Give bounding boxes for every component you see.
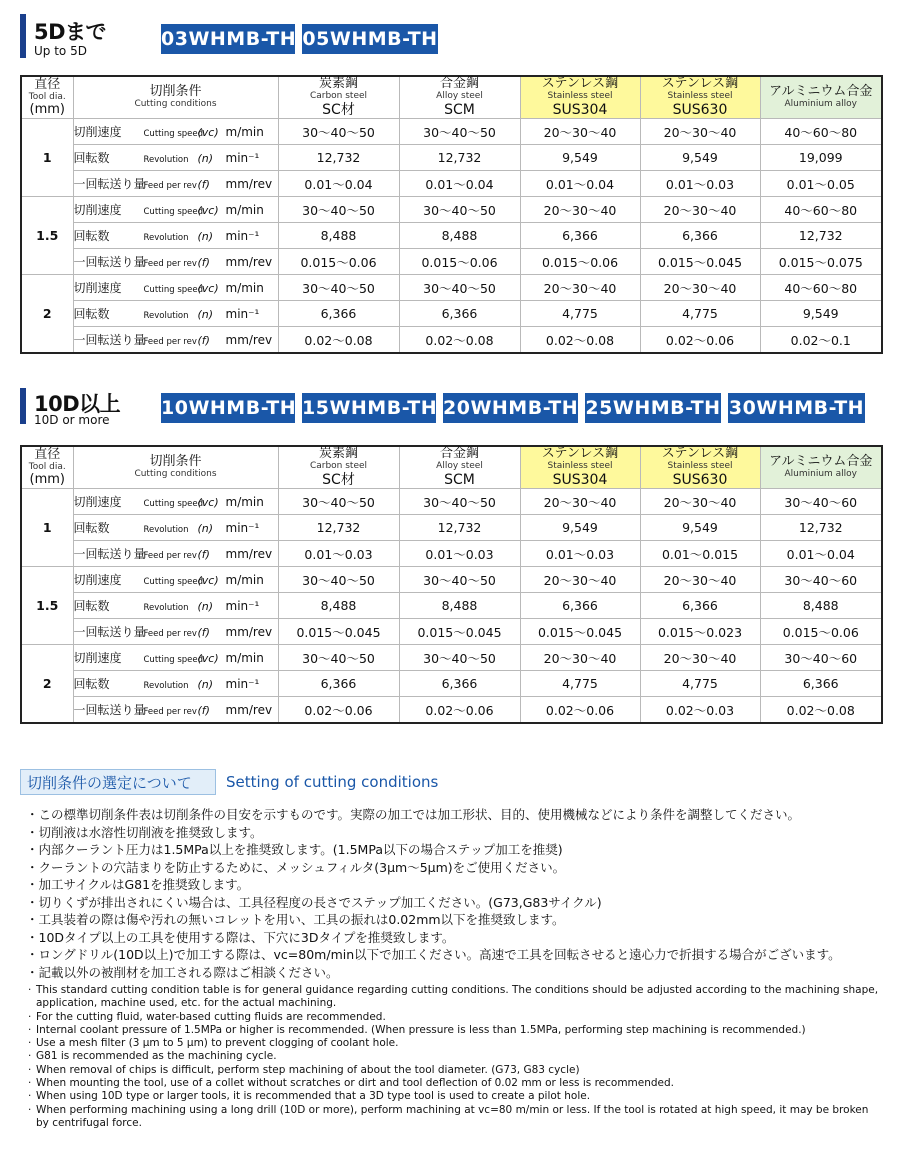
value-cell: 30～40～60 <box>760 567 882 593</box>
table-row <box>21 645 882 671</box>
notes-jp-list <box>26 806 886 981</box>
value-cell: 0.02～0.08 <box>760 697 882 724</box>
value-cell: 20～30～40 <box>640 567 760 593</box>
table-row <box>21 145 882 171</box>
parameter-en: Feed per rev <box>143 707 197 717</box>
parameter-en: Revolution <box>143 233 189 243</box>
value-cell: 0.02～0.08 <box>399 327 520 354</box>
parameter-cell <box>73 275 278 301</box>
parameter-en: Feed per rev <box>143 181 197 191</box>
material-en: Stainless steel <box>547 91 613 101</box>
value-cell: 12,732 <box>760 223 882 249</box>
value-cell: 6,366 <box>760 671 882 697</box>
dia-header-jp: 直径 <box>34 447 61 462</box>
parameter-cell <box>73 171 278 197</box>
parameter-jp: 一回転送り量 <box>73 333 146 347</box>
parameter-sym: (vc) <box>197 574 219 587</box>
value-cell: 30～40～50 <box>278 275 399 301</box>
material-en: Stainless steel <box>547 461 613 471</box>
value-cell: 0.02～0.06 <box>520 697 640 724</box>
value-cell: 30～40～60 <box>760 489 882 515</box>
value-cell: 9,549 <box>640 145 760 171</box>
value-cell: 20～30～40 <box>520 567 640 593</box>
table-row <box>21 619 882 645</box>
table-row <box>21 327 882 354</box>
parameter-unit: min⁻¹ <box>225 677 260 691</box>
value-cell: 19,099 <box>760 145 882 171</box>
parameter-jp: 回転数 <box>73 229 110 243</box>
parameter-cell <box>73 645 278 671</box>
parameter-cell <box>73 515 278 541</box>
value-cell: 9,549 <box>760 301 882 327</box>
note-jp-item: ・クーラントの穴詰まりを防止するために、メッシュフィルタ(3μm～5μm)をご使用ください。 <box>26 859 566 875</box>
parameter-en: Revolution <box>143 155 189 165</box>
value-cell: 0.01～0.04 <box>520 171 640 197</box>
parameter-sym: (f) <box>197 704 210 717</box>
parameter-jp: 一回転送り量 <box>73 255 146 269</box>
cond-header-en: Cutting conditions <box>134 469 217 479</box>
value-cell: 6,366 <box>399 301 520 327</box>
dia-header-unit: (mm) <box>29 102 65 117</box>
notes-title-jp: 切削条件の選定について <box>20 769 216 795</box>
material-code: SC材 <box>322 472 355 488</box>
value-cell: 4,775 <box>520 671 640 697</box>
parameter-sym: (vc) <box>197 126 219 139</box>
parameter-jp: 回転数 <box>73 151 110 165</box>
table-row <box>21 197 882 223</box>
parameter-unit: m/min <box>225 281 264 295</box>
parameter-en: Cutting speed <box>143 655 204 665</box>
parameter-cell <box>73 223 278 249</box>
note-en-item: · When using 10D type or larger tools, it is recommended that a 3D type tool is used to create a pilot hole. <box>30 1090 880 1103</box>
table-row <box>21 567 882 593</box>
parameter-sym: (n) <box>197 600 214 613</box>
section-bar <box>20 14 26 58</box>
parameter-en: Cutting speed <box>143 129 204 139</box>
parameter-unit: m/min <box>225 203 264 217</box>
model-chip: 15WHMB-TH <box>302 393 436 423</box>
parameter-unit: mm/rev <box>225 333 273 347</box>
value-cell: 0.02～0.06 <box>399 697 520 724</box>
parameter-sym: (vc) <box>197 652 219 665</box>
parameter-unit: min⁻¹ <box>225 229 260 243</box>
parameter-unit: mm/rev <box>225 255 273 269</box>
parameter-cell <box>73 197 278 223</box>
section-title: 5Dまで <box>34 20 107 44</box>
value-cell: 0.01～0.03 <box>399 541 520 567</box>
cutting-conditions-table-10d <box>20 445 883 724</box>
value-cell: 0.01～0.05 <box>760 171 882 197</box>
parameter-sym: (vc) <box>197 496 219 509</box>
value-cell: 20～30～40 <box>520 119 640 145</box>
table-row <box>21 489 882 515</box>
note-en-item: · Use a mesh filter (3 μm to 5 μm) to prevent clogging of coolant hole. <box>30 1037 880 1050</box>
material-code: SUS304 <box>552 472 608 488</box>
table-header-row <box>21 76 882 119</box>
value-cell: 30～40～50 <box>399 275 520 301</box>
value-cell: 30～40～60 <box>760 645 882 671</box>
cond-header <box>73 76 278 119</box>
value-cell: 6,366 <box>520 223 640 249</box>
material-code: SUS630 <box>672 472 728 488</box>
value-cell: 0.015～0.045 <box>399 619 520 645</box>
tool-diameter-cell: 1 <box>21 489 73 567</box>
parameter-unit: mm/rev <box>225 547 273 561</box>
parameter-unit: min⁻¹ <box>225 599 260 613</box>
parameter-en: Feed per rev <box>143 551 197 561</box>
value-cell: 8,488 <box>278 593 399 619</box>
dia-header-jp: 直径 <box>34 77 61 92</box>
parameter-unit: min⁻¹ <box>225 307 260 321</box>
material-code: SUS630 <box>672 102 728 118</box>
parameter-cell <box>73 541 278 567</box>
parameter-en: Feed per rev <box>143 629 197 639</box>
value-cell: 12,732 <box>760 515 882 541</box>
material-jp: 炭素鋼 <box>318 446 358 461</box>
parameter-en: Revolution <box>143 525 189 535</box>
section-5d-header <box>20 14 880 64</box>
parameter-unit: m/min <box>225 573 264 587</box>
material-header-sus304 <box>520 446 640 489</box>
material-jp: 合金鋼 <box>439 446 479 461</box>
value-cell: 0.01～0.03 <box>640 171 760 197</box>
material-header-alloy <box>399 446 520 489</box>
parameter-sym: (n) <box>197 230 214 243</box>
value-cell: 0.01～0.03 <box>520 541 640 567</box>
value-cell: 0.02～0.08 <box>278 327 399 354</box>
table-row <box>21 697 882 724</box>
material-header-aluminium <box>760 446 882 489</box>
model-chip: 03WHMB-TH <box>161 24 295 54</box>
notes-en-list <box>30 984 880 1130</box>
dia-header-en: Tool dia. <box>28 462 66 472</box>
material-header-sus630 <box>640 446 760 489</box>
tool-diameter-cell: 2 <box>21 645 73 724</box>
note-jp-item: ・加工サイクルはG81を推奨致します。 <box>26 877 250 892</box>
table-row <box>21 249 882 275</box>
value-cell: 6,366 <box>278 671 399 697</box>
parameter-sym: (f) <box>197 626 210 639</box>
parameter-en: Cutting speed <box>143 577 204 587</box>
model-chip: 25WHMB-TH <box>585 393 721 423</box>
value-cell: 0.015～0.075 <box>760 249 882 275</box>
value-cell: 20～30～40 <box>520 645 640 671</box>
value-cell: 20～30～40 <box>520 197 640 223</box>
material-header-sus630 <box>640 76 760 119</box>
model-chip: 30WHMB-TH <box>728 393 865 423</box>
value-cell: 6,366 <box>640 593 760 619</box>
value-cell: 40～60～80 <box>760 197 882 223</box>
table-header-row <box>21 446 882 489</box>
table-body <box>21 489 882 724</box>
parameter-jp: 回転数 <box>73 677 110 691</box>
value-cell: 12,732 <box>399 145 520 171</box>
parameter-sym: (n) <box>197 522 214 535</box>
note-en-item: · When removal of chips is difficult, perform step machining of about the tool diameter. (G73, G83 cycle) <box>30 1064 880 1077</box>
value-cell: 0.02～0.03 <box>640 697 760 724</box>
parameter-jp: 回転数 <box>73 599 110 613</box>
value-cell: 9,549 <box>640 515 760 541</box>
value-cell: 4,775 <box>640 671 760 697</box>
value-cell: 30～40～50 <box>278 489 399 515</box>
parameter-en: Revolution <box>143 681 189 691</box>
parameter-jp: 切削速度 <box>73 281 122 295</box>
parameter-sym: (f) <box>197 178 210 191</box>
model-chip: 20WHMB-TH <box>443 393 578 423</box>
table-row <box>21 171 882 197</box>
parameter-sym: (vc) <box>197 204 219 217</box>
material-code: SUS304 <box>552 102 608 118</box>
parameter-en: Cutting speed <box>143 285 204 295</box>
parameter-cell <box>73 327 278 354</box>
note-jp-item: ・記載以外の被削材を加工される際はご相談ください。 <box>26 964 339 980</box>
parameter-jp: 一回転送り量 <box>73 703 146 717</box>
parameter-unit: mm/rev <box>225 177 273 191</box>
value-cell: 20～30～40 <box>520 275 640 301</box>
value-cell: 0.01～0.03 <box>278 541 399 567</box>
material-en: Carbon steel <box>309 91 368 101</box>
value-cell: 20～30～40 <box>640 119 760 145</box>
section-subtitle: Up to 5D <box>34 44 87 58</box>
parameter-cell <box>73 489 278 515</box>
value-cell: 0.015～0.023 <box>640 619 760 645</box>
note-jp-item: ・ロングドリル(10D以上)で加工する際は、vc=80m/min以下で加工ください。高速で工具を回転させると遠心力で折損する場合がございます。 <box>26 947 841 962</box>
value-cell: 40～60～80 <box>760 119 882 145</box>
parameter-unit: m/min <box>225 495 264 509</box>
value-cell: 30～40～50 <box>278 197 399 223</box>
material-jp: 炭素鋼 <box>318 76 358 91</box>
model-chip: 10WHMB-TH <box>161 393 295 423</box>
parameter-jp: 切削速度 <box>73 651 122 665</box>
cond-header-en: Cutting conditions <box>134 99 217 109</box>
parameter-sym: (n) <box>197 152 214 165</box>
table-row <box>21 275 882 301</box>
value-cell: 6,366 <box>520 593 640 619</box>
tool-diameter-cell: 1.5 <box>21 567 73 645</box>
material-header-carbon <box>278 76 399 119</box>
note-en-item: · This standard cutting condition table is for general guidance regarding cutting conditions. The conditions should be adjusted according to the machining shape, application, machine used, etc. for the actual machining. <box>30 984 880 1011</box>
value-cell: 12,732 <box>399 515 520 541</box>
value-cell: 0.015～0.045 <box>640 249 760 275</box>
parameter-unit: min⁻¹ <box>225 521 260 535</box>
value-cell: 30～40～50 <box>399 119 520 145</box>
value-cell: 20～30～40 <box>640 645 760 671</box>
cond-header-jp: 切削条件 <box>149 84 202 99</box>
cond-header <box>73 446 278 489</box>
value-cell: 9,549 <box>520 145 640 171</box>
value-cell: 8,488 <box>760 593 882 619</box>
material-jp: アルミニウム合金 <box>769 84 873 99</box>
value-cell: 0.01～0.04 <box>399 171 520 197</box>
section-subtitle: 10D or more <box>34 413 110 427</box>
value-cell: 0.015～0.06 <box>278 249 399 275</box>
material-en: Alloy steel <box>436 91 483 101</box>
value-cell: 12,732 <box>278 515 399 541</box>
value-cell: 0.01～0.015 <box>640 541 760 567</box>
note-en-item: · For the cutting fluid, water-based cutting fluids are recommended. <box>30 1011 880 1024</box>
cutting-conditions-table-5d <box>20 75 883 354</box>
value-cell: 9,549 <box>520 515 640 541</box>
value-cell: 4,775 <box>520 301 640 327</box>
parameter-cell <box>73 671 278 697</box>
material-en: Alloy steel <box>436 461 483 471</box>
value-cell: 30～40～50 <box>278 567 399 593</box>
value-cell: 0.02～0.06 <box>278 697 399 724</box>
note-jp-item: ・工具装着の際は傷や汚れの無いコレットを用い、工具の振れは0.02mm以下を推奨致します。 <box>26 912 565 927</box>
value-cell: 30～40～50 <box>399 197 520 223</box>
parameter-unit: m/min <box>225 125 264 139</box>
parameter-jp: 切削速度 <box>73 203 122 217</box>
material-en: Stainless steel <box>667 91 733 101</box>
value-cell: 12,732 <box>278 145 399 171</box>
parameter-en: Revolution <box>143 311 189 321</box>
parameter-cell <box>73 145 278 171</box>
parameter-en: Revolution <box>143 603 189 613</box>
parameter-sym: (f) <box>197 334 210 347</box>
note-en-item: · When performing machining using a long drill (10D or more), perform machining at vc=80 m/min or less. If the tool is rotated at high speed, it may be broken by centrifugal force. <box>30 1104 880 1131</box>
parameter-unit: mm/rev <box>225 625 273 639</box>
parameter-en: Feed per rev <box>143 259 197 269</box>
parameter-sym: (f) <box>197 548 210 561</box>
parameter-en: Cutting speed <box>143 499 204 509</box>
note-jp-item: ・内部クーラント圧力は1.5MPa以上を推奨致します。(1.5MPa以下の場合ステップ加工を推奨) <box>26 842 563 857</box>
material-header-sus304 <box>520 76 640 119</box>
model-chip: 05WHMB-TH <box>302 24 438 54</box>
material-header-alloy <box>399 76 520 119</box>
parameter-unit: min⁻¹ <box>225 151 260 165</box>
value-cell: 30～40～50 <box>399 645 520 671</box>
note-jp-item: ・切りくずが排出されにくい場合は、工具径程度の長さでステップ加工ください。(G73,G83サイクル) <box>26 894 602 910</box>
tool-diameter-cell: 2 <box>21 275 73 354</box>
value-cell: 6,366 <box>399 671 520 697</box>
material-header-aluminium <box>760 76 882 119</box>
material-jp: 合金鋼 <box>439 76 479 91</box>
notes-title-en: Setting of cutting conditions <box>226 773 439 791</box>
parameter-jp: 切削速度 <box>73 495 122 509</box>
value-cell: 0.02～0.08 <box>520 327 640 354</box>
table-row <box>21 223 882 249</box>
value-cell: 0.015～0.045 <box>520 619 640 645</box>
table-row <box>21 301 882 327</box>
parameter-jp: 一回転送り量 <box>73 547 146 561</box>
parameter-jp: 一回転送り量 <box>73 625 146 639</box>
value-cell: 0.015～0.06 <box>520 249 640 275</box>
material-code: SC材 <box>322 102 355 118</box>
parameter-sym: (vc) <box>197 282 219 295</box>
parameter-cell <box>73 619 278 645</box>
table-row <box>21 671 882 697</box>
value-cell: 6,366 <box>278 301 399 327</box>
material-jp: ステンレス鋼 <box>541 76 619 91</box>
parameter-sym: (f) <box>197 256 210 269</box>
value-cell: 30～40～50 <box>278 119 399 145</box>
value-cell: 30～40～50 <box>278 645 399 671</box>
value-cell: 4,775 <box>640 301 760 327</box>
table-row <box>21 541 882 567</box>
tool-diameter-cell: 1 <box>21 119 73 197</box>
material-en: Carbon steel <box>309 461 368 471</box>
parameter-unit: mm/rev <box>225 703 273 717</box>
dia-header-en: Tool dia. <box>28 92 66 102</box>
parameter-en: Feed per rev <box>143 337 197 347</box>
value-cell: 8,488 <box>399 593 520 619</box>
dia-header-unit: (mm) <box>29 472 65 487</box>
dia-header <box>21 76 73 119</box>
parameter-jp: 回転数 <box>73 521 110 535</box>
table-row <box>21 119 882 145</box>
value-cell: 0.02～0.06 <box>640 327 760 354</box>
value-cell: 20～30～40 <box>640 197 760 223</box>
material-jp: ステンレス鋼 <box>661 446 739 461</box>
parameter-cell <box>73 593 278 619</box>
parameter-cell <box>73 249 278 275</box>
table-row <box>21 593 882 619</box>
note-jp-item: ・10Dタイプ以上の工具を使用する際は、下穴に3Dタイプを推奨致します。 <box>26 929 455 945</box>
parameter-cell <box>73 697 278 724</box>
parameter-jp: 切削速度 <box>73 125 122 139</box>
parameter-sym: (n) <box>197 678 214 691</box>
value-cell: 20～30～40 <box>520 489 640 515</box>
note-jp-item: ・切削液は水溶性切削液を推奨致します。 <box>26 824 263 840</box>
material-en: Stainless steel <box>667 461 733 471</box>
table-row <box>21 515 882 541</box>
parameter-cell <box>73 119 278 145</box>
note-en-item: · Internal coolant pressure of 1.5MPa or higher is recommended. (When pressure is less than 1.5MPa, performing step machining is recommended.) <box>30 1024 880 1037</box>
parameter-unit: m/min <box>225 651 264 665</box>
parameter-jp: 一回転送り量 <box>73 177 146 191</box>
section-title: 10D以上 <box>34 392 121 416</box>
note-en-item: · G81 is recommended as the machining cycle. <box>30 1050 880 1063</box>
material-jp: アルミニウム合金 <box>769 454 873 469</box>
table-body <box>21 119 882 354</box>
parameter-cell <box>73 567 278 593</box>
value-cell: 0.01～0.04 <box>278 171 399 197</box>
parameter-jp: 切削速度 <box>73 573 122 587</box>
value-cell: 0.015～0.06 <box>760 619 882 645</box>
note-jp-item: ・この標準切削条件表は切削条件の目安を示すものです。実際の加工では加工形状、目的、使用機械などにより条件を調整してください。 <box>26 807 801 822</box>
tool-diameter-cell: 1.5 <box>21 197 73 275</box>
cond-header-jp: 切削条件 <box>149 454 202 469</box>
value-cell: 0.015～0.06 <box>399 249 520 275</box>
value-cell: 0.02～0.1 <box>760 327 882 354</box>
value-cell: 40～60～80 <box>760 275 882 301</box>
material-code: SCM <box>444 102 475 118</box>
value-cell: 20～30～40 <box>640 275 760 301</box>
value-cell: 30～40～50 <box>399 489 520 515</box>
note-en-item: · When mounting the tool, use of a collet without scratches or dirt and tool deflection of 0.02 mm or less is recommended. <box>30 1077 880 1090</box>
value-cell: 6,366 <box>640 223 760 249</box>
parameter-jp: 回転数 <box>73 307 110 321</box>
parameter-sym: (n) <box>197 308 214 321</box>
section-bar <box>20 388 26 424</box>
value-cell: 8,488 <box>399 223 520 249</box>
value-cell: 8,488 <box>278 223 399 249</box>
parameter-cell <box>73 301 278 327</box>
value-cell: 0.01～0.04 <box>760 541 882 567</box>
value-cell: 20～30～40 <box>640 489 760 515</box>
parameter-en: Cutting speed <box>143 207 204 217</box>
material-header-carbon <box>278 446 399 489</box>
dia-header <box>21 446 73 489</box>
material-jp: ステンレス鋼 <box>541 446 619 461</box>
value-cell: 30～40～50 <box>399 567 520 593</box>
material-jp: ステンレス鋼 <box>661 76 739 91</box>
material-en: Aluminium alloy <box>784 99 857 109</box>
value-cell: 0.015～0.045 <box>278 619 399 645</box>
material-en: Aluminium alloy <box>784 469 857 479</box>
material-code: SCM <box>444 472 475 488</box>
